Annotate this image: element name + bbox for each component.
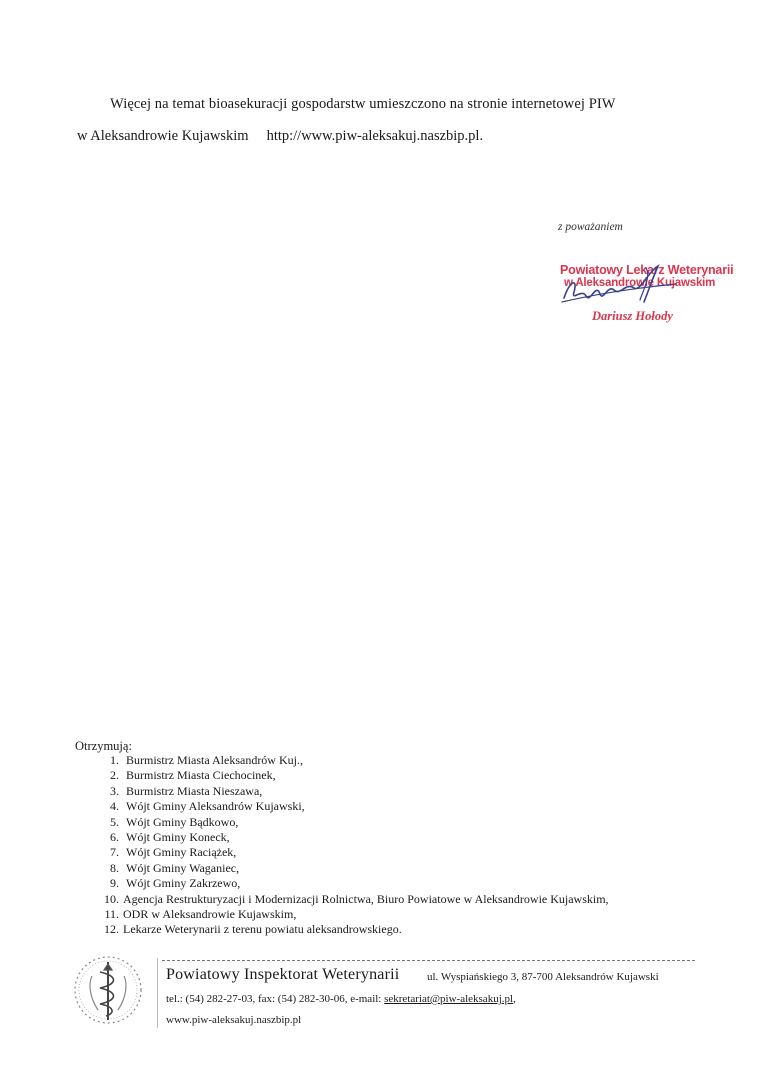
- body-paragraph-place: w Aleksandrowie Kujawskim: [77, 128, 249, 144]
- body-paragraph-line-1: Więcej na temat bioasekuracji gospodarstw umieszczono na stronie internetowej PIW: [110, 96, 616, 112]
- footer-contact-suffix: ,: [513, 993, 516, 1005]
- stamp-name: Dariusz Hołody: [592, 309, 673, 323]
- closing-salutation: z poważaniem: [558, 221, 623, 233]
- recipient-item: 10. Agencja Restrukturyzacji i Modernizacji Rolnictwa, Biuro Powiatowe w Aleksandrowie Kujawskim,: [104, 891, 609, 906]
- recipient-item: 11. ODR w Aleksandrowie Kujawskim,: [104, 907, 297, 922]
- official-stamp: [556, 258, 736, 330]
- recipient-item: 2. Burmistrz Miasta Ciechocinek,: [110, 768, 276, 783]
- recipient-item: 1. Burmistrz Miasta Aleksandrów Kuj.,: [110, 753, 303, 767]
- recipients-heading: Otrzymują:: [75, 739, 132, 753]
- footer-contact: [166, 993, 516, 1005]
- handwritten-signature: [556, 258, 736, 330]
- recipient-item: 8. Wójt Gminy Waganiec,: [110, 860, 240, 875]
- recipient-item: 12. Lekarze Weterynarii z terenu powiatu aleksandrowskiego.: [104, 922, 402, 937]
- footer-website-link[interactable]: www.piw-aleksakuj.naszbip.pl: [166, 1014, 302, 1026]
- footer-address: ul. Wyspiańskiego 3, 87-700 Aleksandrów Kujawski: [427, 971, 659, 983]
- recipient-item: 7. Wójt Gminy Raciążek,: [110, 845, 237, 860]
- stamp-title: Powiatowy Lekarz Weterynarii: [560, 263, 734, 277]
- recipient-item: 5. Wójt Gminy Bądkowo,: [110, 814, 239, 829]
- recipient-item: 3. Burmistrz Miasta Nieszawa,: [110, 783, 263, 798]
- recipients-list: [95, 753, 609, 938]
- body-paragraph-line-2: [77, 128, 483, 145]
- recipient-item: 4. Wójt Gminy Aleksandrów Kujawski,: [110, 799, 305, 814]
- footer-email-link[interactable]: sekretariat@piw-aleksakuj.pl: [384, 993, 514, 1005]
- footer-phone-fax: tel.: (54) 282-27-03, fax: (54) 282-30-06, e-mail:: [166, 993, 385, 1005]
- footer-organization-name: Powiatowy Inspektorat Weterynarii: [166, 966, 400, 983]
- recipient-item: 9. Wójt Gminy Zakrzewo,: [110, 876, 241, 891]
- footer-divider: [162, 960, 695, 961]
- stamp-location: w Aleksandrowie Kujawskim: [564, 277, 716, 289]
- footer-vertical-divider: [157, 958, 158, 1028]
- recipient-item: 6. Wójt Gminy Koneck,: [110, 830, 230, 845]
- veterinary-emblem-icon: [70, 954, 146, 1026]
- website-link[interactable]: http://www.piw-aleksakuj.naszbip.pl.: [266, 128, 484, 144]
